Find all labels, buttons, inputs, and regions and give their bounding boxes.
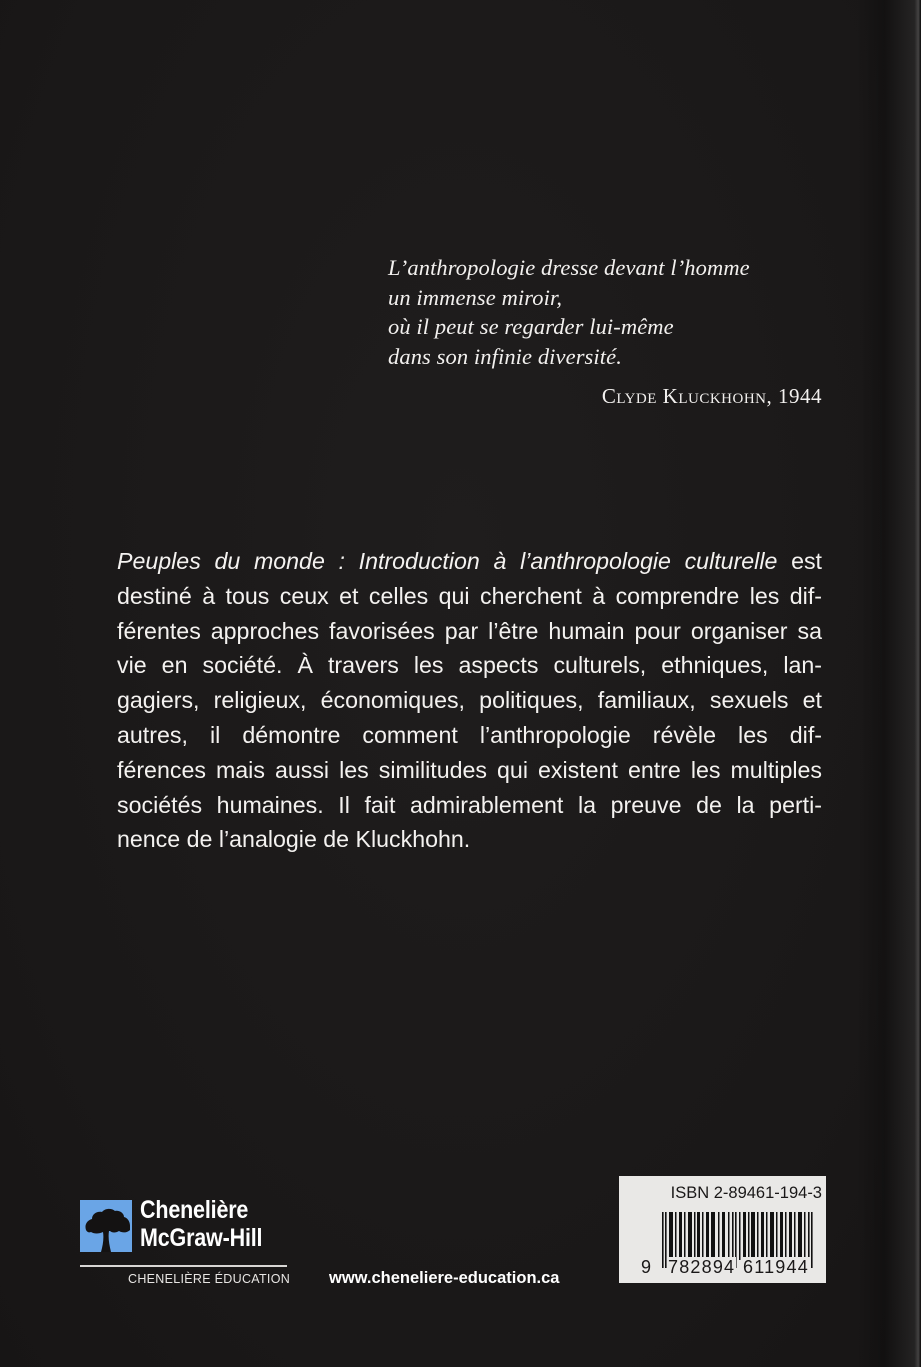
isbn-barcode-box: ISBN 2-89461-194-3 9 782894 611944 bbox=[619, 1176, 826, 1283]
description-line: destiné à tous ceux et celles qui cherchent à comprendre les dif- bbox=[117, 582, 822, 609]
description-line: férences mais aussi les similitudes qui existent entre les multiples bbox=[117, 756, 822, 783]
epigraph-quote bbox=[388, 253, 828, 371]
publisher-name: Chenelière McGraw-Hill bbox=[140, 1196, 263, 1252]
quote-line: où il peut se regarder lui-même bbox=[388, 314, 674, 339]
tree-icon bbox=[80, 1200, 132, 1252]
book-description bbox=[117, 544, 822, 857]
description-line: sociétés humaines. Il fait admirablement la preuve de la perti- bbox=[117, 791, 822, 818]
publisher-website: www.cheneliere-education.ca bbox=[329, 1269, 560, 1287]
quote-line: un immense miroir, bbox=[388, 284, 563, 310]
description-line: férentes approches favorisées par l’être humain pour organiser sa bbox=[117, 617, 822, 644]
isbn-label: ISBN 2-89461-194-3 bbox=[670, 1184, 822, 1202]
description-line: Peuples du monde : Introduction à l’anthropologie culturelle est bbox=[117, 548, 823, 574]
book-title: Peuples du monde : Introduction à l’anthropologie culturelle bbox=[117, 548, 778, 574]
description-line: vie en société. À travers les aspects culturels, ethniques, lan- bbox=[117, 652, 822, 679]
quote-attribution: Clyde Kluckhohn, 1944 bbox=[601, 384, 822, 408]
description-line: nence de l’analogie de Kluckhohn. bbox=[117, 826, 471, 853]
quote-line: L’anthropologie dresse devant l’homme bbox=[388, 255, 750, 280]
publisher-imprint: CHENELIÈRE ÉDUCATION bbox=[128, 1272, 291, 1286]
quote-line: dans son infinie diversité. bbox=[388, 343, 622, 369]
logo-divider bbox=[80, 1265, 287, 1267]
description-line: gagiers, religieux, économiques, politiques, familiaux, sexuels et bbox=[117, 687, 822, 714]
description-line: autres, il démontre comment l’anthropologie révèle les dif- bbox=[117, 721, 822, 748]
